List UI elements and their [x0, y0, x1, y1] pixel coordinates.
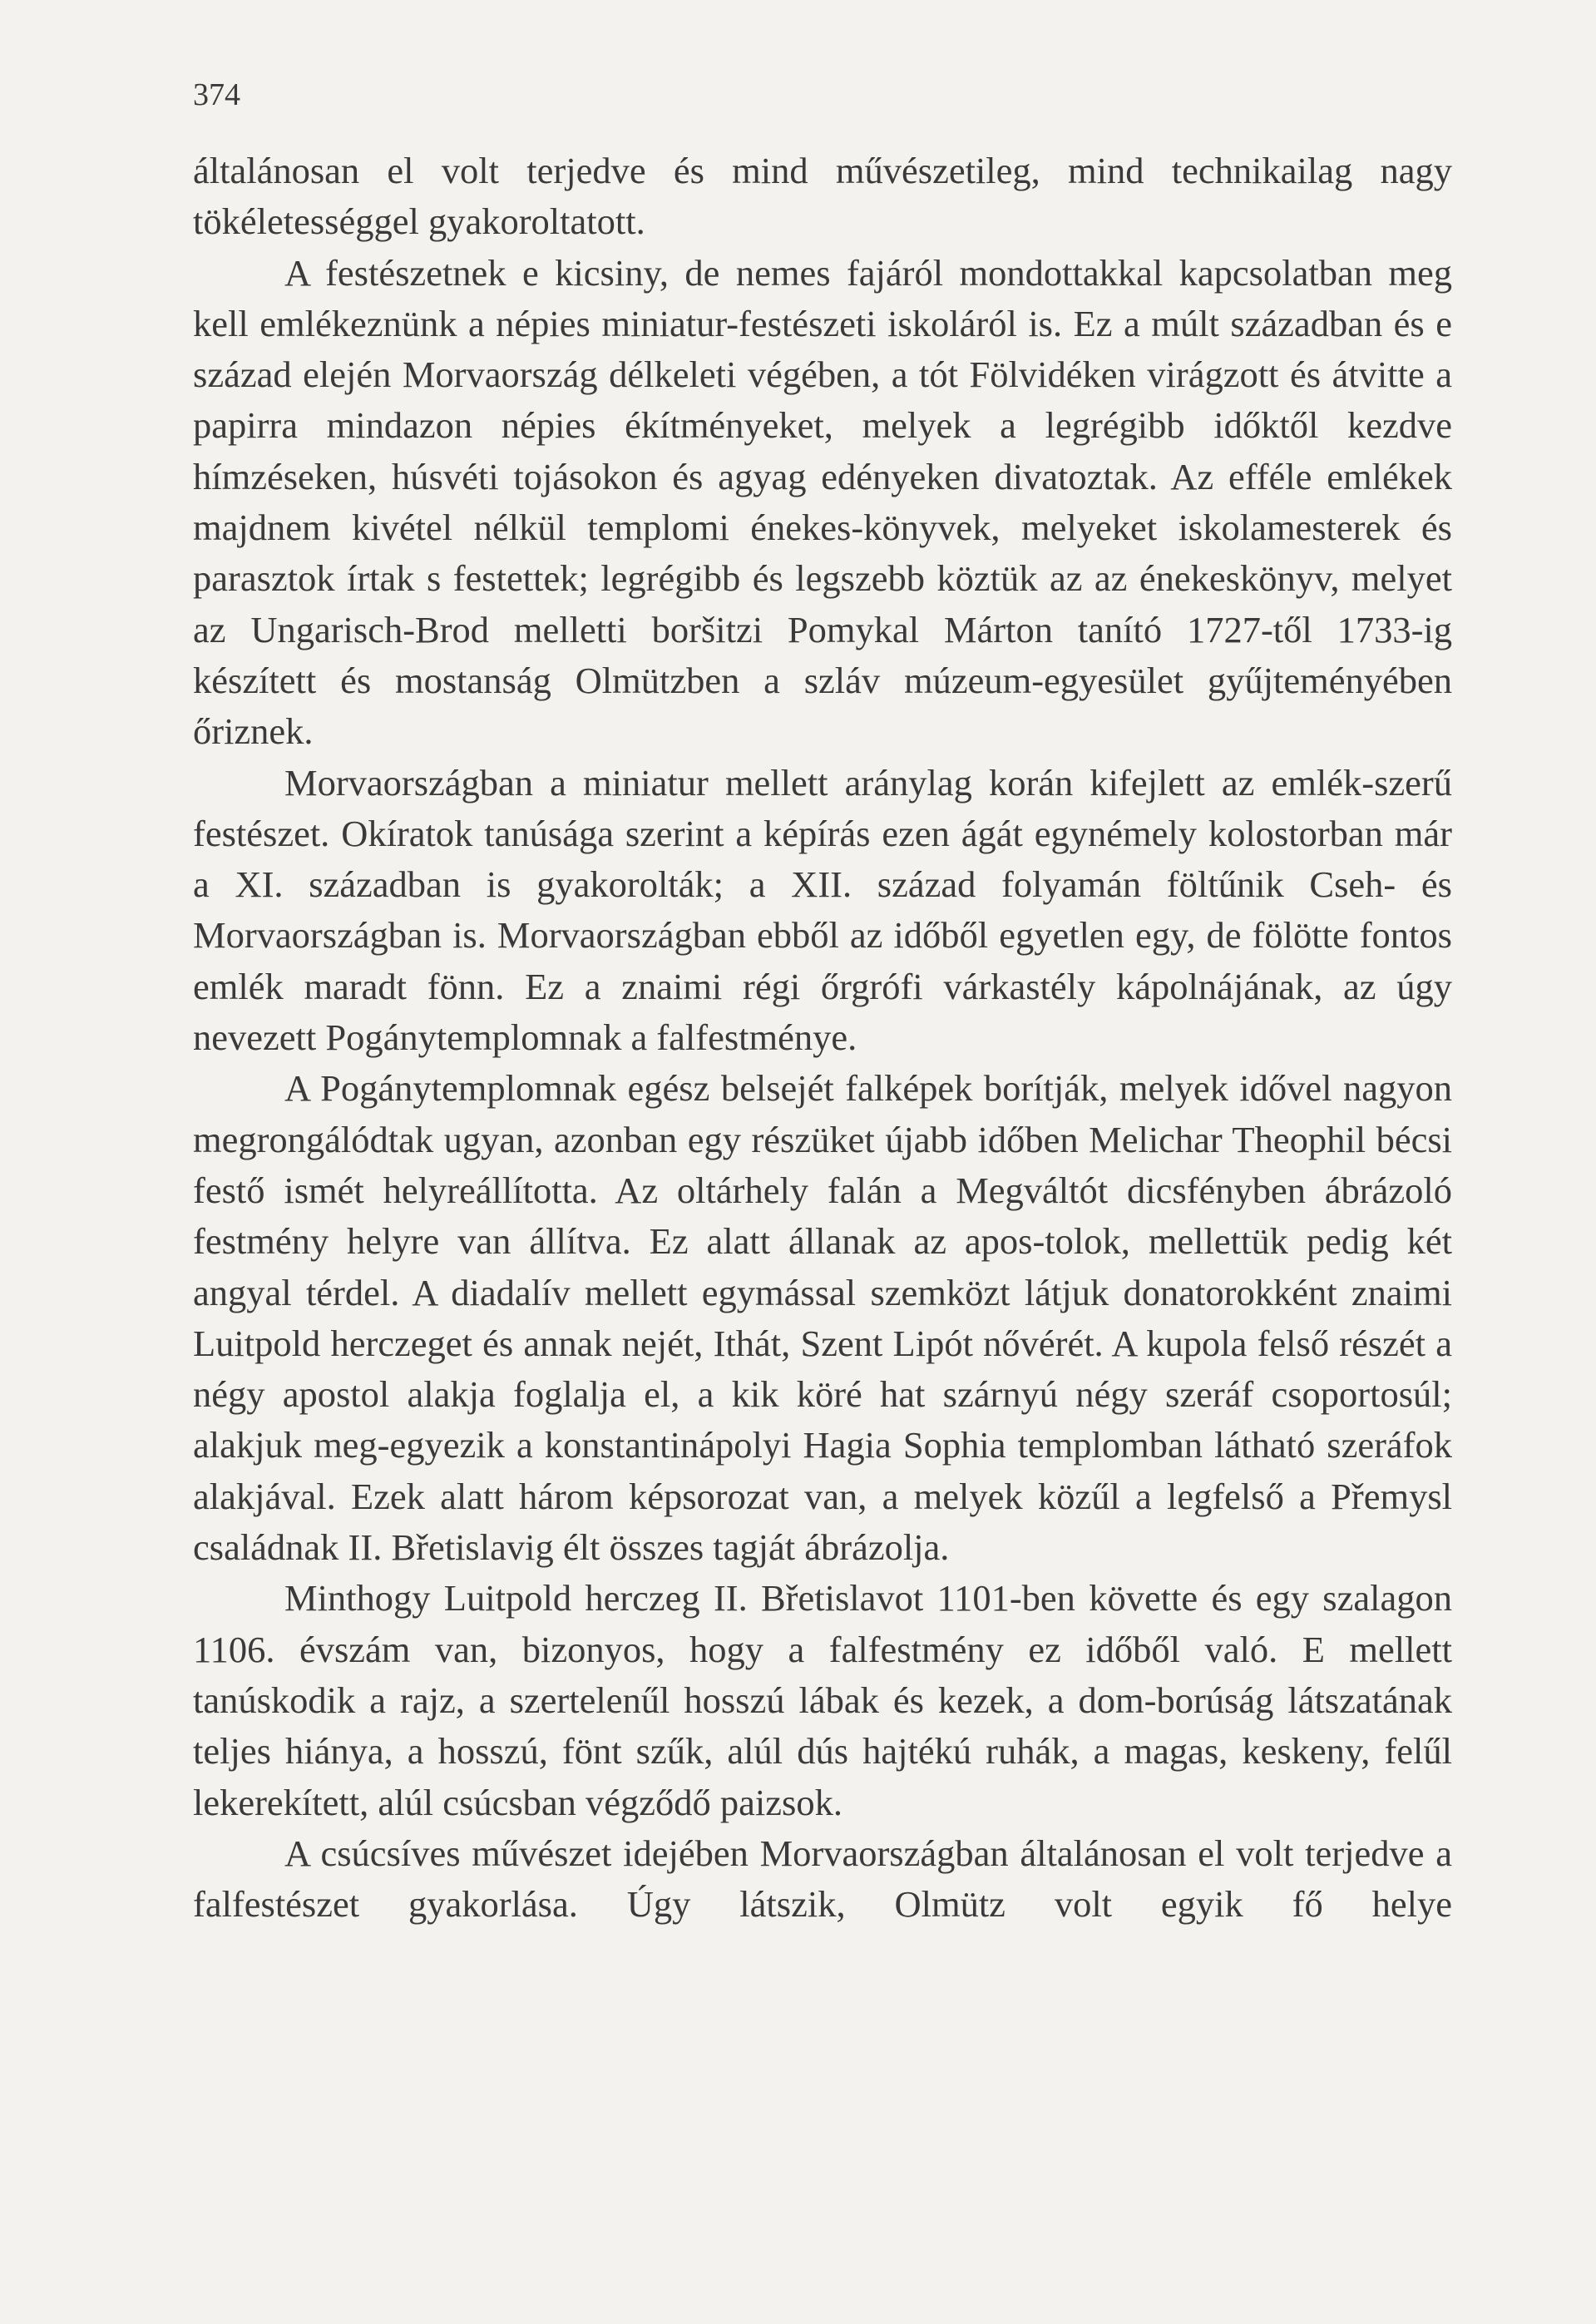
paragraph-5: Minthogy Luitpold herczeg II. Břetislavot 1101-ben követte és egy szalagon 1106. évszám van, bizonyos, hogy a falfestmény ez időből való. E mellett tanúskodik a rajz, a szertelenűl hosszú lábak és kezek, a dom-borúság látszatának teljes hiánya, a hosszú, fönt szűk, alúl dús hajtékú ruhák, a magas, keskeny, felűl lekerekített, alúl csúcsban végződő paizsok.	[193, 1577, 1452, 1823]
paragraph-1: általánosan el volt terjedve és mind művészetileg, mind technikailag nagy tökéletességgel gyakoroltatott.	[193, 150, 1452, 243]
body-text	[193, 146, 1452, 1930]
paragraph-2: A festészetnek e kicsiny, de nemes fajáról mondottakkal kapcsolatban meg kell emlékeznünk a népies miniatur-festészeti iskoláról is. Ez a múlt században és e század elején Morvaország délkeleti végében, a tót Fölvidéken virágzott és átvitte a papirra mindazon népies ékítményeket, melyek a legrégibb időktől kezdve hímzéseken, húsvéti tojásokon és agyag edényeken divatoztak. Az efféle emlékek majdnem kivétel nélkül templomi énekes-könyvek, melyeket iskolamesterek és parasztok írtak s festettek; legrégibb és legszebb köztük az az énekeskönyv, melyet az Ungarisch-Brod melletti boršitzi Pomykal Márton tanító 1727-től 1733-ig készített és mostanság Olmützben a szláv múzeum-egyesület gyűjteményében őriznek.	[193, 251, 1452, 753]
paragraph-6: A csúcsíves művészet idejében Morvaországban általánosan el volt terjedve a falfestészet gyakorlása. Úgy látszik, Olmütz volt egyik fő helye	[193, 1832, 1452, 1926]
page-number: 374	[193, 77, 240, 112]
paragraph-3: Morvaországban a miniatur mellett aránylag korán kifejlett az emlék-szerű festészet. Okíratok tanúsága szerint a képírás ezen ágát egynémely kolostorban már a XI. században is gyakorolták; a XII. század folyamán föltűnik Cseh- és Morvaországban is. Morvaországban ebből az időből egyetlen egy, de fölötte fontos emlék maradt fönn. Ez a znaimi régi őrgrófi várkastély kápolnájának, az úgy nevezett Pogánytemplomnak a falfestménye.	[193, 761, 1452, 1059]
paragraph-4: A Pogánytemplomnak egész belsejét falképek borítják, melyek idővel nagyon megrongálódtak ugyan, azonban egy részüket újabb időben Melichar Theophil bécsi festő ismét helyreállította. Az oltárhely falán a Megváltót dicsfényben ábrázoló festmény helyre van állítva. Ez alatt állanak az apos-tolok, mellettük pedig két angyal térdel. A diadalív mellett egymással szemközt látjuk donatorokként znaimi Luitpold herczeget és annak nejét, Ithát, Szent Lipót nővérét. A kupola felső részét a négy apostol alakja foglalja el, a kik köré hat szárnyú négy szeráf csoportosúl; alakjuk meg-egyezik a konstantinápolyi Hagia Sophia templomban látható szeráfok alakjával. Ezek alatt három képsorozat van, a melyek közűl a legfelső a Přemysl családnak II. Břetislavig élt összes tagját ábrázolja.	[193, 1067, 1452, 1569]
